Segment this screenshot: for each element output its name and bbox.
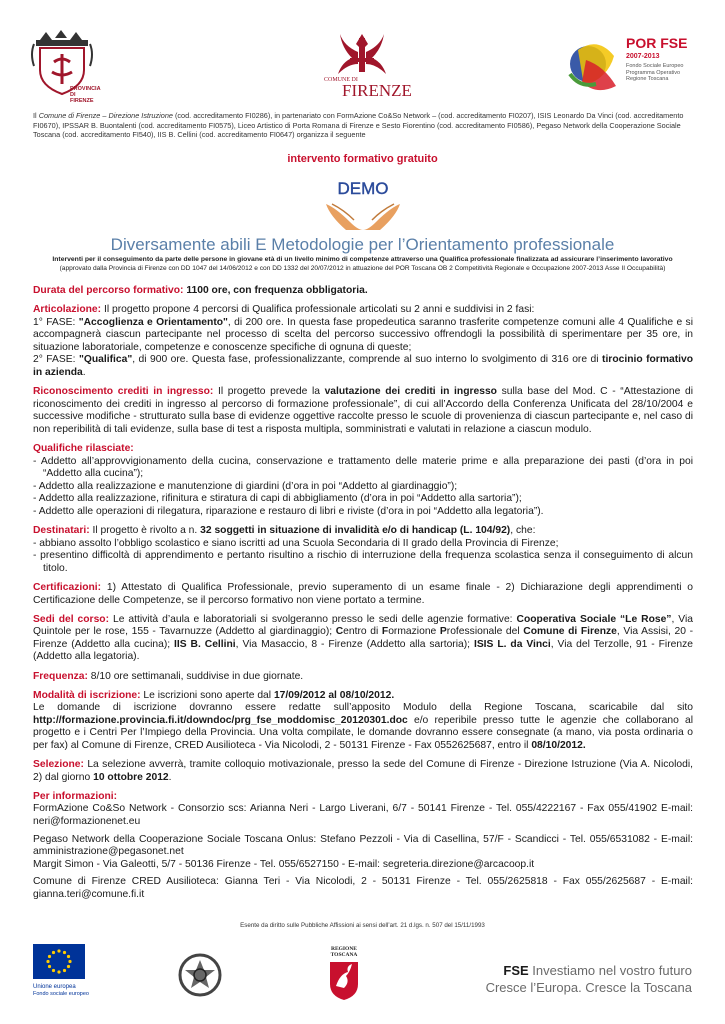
highlight: 32 soggetti in situazione di invalidità e/o di handicap (L. 104/92) <box>200 525 511 537</box>
intro-text <box>33 111 693 140</box>
text: entro di <box>343 626 382 638</box>
highlight: 08/10/2012. <box>531 740 586 751</box>
text: 8/10 ore settimanali, suddivise in due giornate. <box>87 670 304 682</box>
text: . <box>82 367 86 379</box>
italian-republic-emblem-icon <box>175 950 225 1000</box>
highlight: ISIS L. da Vinci <box>473 638 551 650</box>
comune-logo <box>322 34 412 104</box>
header <box>0 0 725 108</box>
text: Il progetto è rivolto a n. <box>89 525 201 537</box>
section-label: Per informazioni: <box>33 790 118 802</box>
slogan-line2: Cresce l’Europa. Cresce la Toscana <box>485 980 692 995</box>
intro-part: (cod. accreditamento FI0286), in partenariato con FormAzione Co&So Network – (cod. accreditamento FI0207), ISIS Leonardo Da Vinci (cod. accreditamento FI0670), IPSSAR B. Buontalenti (cod. accreditamento FI0575), Liceo Artistico di Porta Romana di Firenze e Sesto Fiorentino (cod. accreditamento FI0586), Pegaso Network della Cooperazione Sociale Toscana (cod. accreditamento FI540), IIS B. Cellini (cod. accreditamento FI0647) organizza il seguente <box>33 111 684 140</box>
fse-slogan <box>486 962 692 996</box>
section-label: Modalità di iscrizione: <box>33 689 141 701</box>
section-label: Sedi del corso: <box>33 613 110 625</box>
footer-note: Esente da diritto sulle Pubbliche Affissioni ai sensi dell’art. 21 d.lgs. n. 507 del 15/11/1993 <box>240 922 485 929</box>
text: 1° FASE: <box>33 316 79 328</box>
footer <box>0 938 725 1024</box>
contact-item: Margit Simon - Via Galeotti, 5/7 - 50136 Firenze - Tel. 055/6527150 - E-mail: segreteria.direzione@arcacoop.it <box>33 858 535 870</box>
por-fse-logo <box>566 30 696 104</box>
text: Le iscrizioni sono aperte dal <box>140 689 274 701</box>
intro-organizer: Comune di Firenze – Direzione Istruzione <box>38 111 173 120</box>
text: Il progetto propone 4 percorsi di Qualifica professionale articolati su 2 anni e suddivisi in 2 fasi: <box>101 304 535 316</box>
course-subtitle: intervento formativo gratuito <box>287 153 438 165</box>
text: sulla base del Mod. C - “Attestazione di riconoscimento dei crediti in ingresso al percorso di formazione professionale”, di cui all’Accordo della Conferenza Unificata del 28/10/2004 e successive modifiche - strutturato sulla base di evidenze oggettive raccolte presso le scuole di provenienza di ciascun partecipante e, nel caso di non reperibilità di tali evidenze, sulla base di test a risposta multipla, somministrati e valutati in relazione a ciascun modulo. <box>33 386 693 435</box>
text: La selezione avverrà, tramite colloquio motivazionale, presso la sede del Comune di Firenze - Direzione Istruzione (Via A. Nicolodi, 2) dal giorno <box>33 759 693 783</box>
section-label: Riconoscimento crediti in ingresso: <box>33 386 214 398</box>
por-fse-title: POR FSE <box>626 35 688 51</box>
eu-label: Unione europea <box>33 984 76 990</box>
highlight: Cooperativa Sociale “Le Rose” <box>516 613 672 625</box>
section-destinatari <box>33 525 693 575</box>
demo-label: DEMO <box>337 179 389 198</box>
slogan-line1: Investiamo nel vostro futuro <box>528 963 692 978</box>
section-sedi <box>33 614 693 664</box>
section-label: Qualifiche rilasciate: <box>33 443 134 455</box>
section-label: Destinatari: <box>33 525 90 537</box>
contact-item: FormAzione Co&So Network - Consorzio scs: Arianna Neri - Largo Liverani, 6/7 - 50141 Firenze - Tel. 055/4222167 - Fax 055/41902 E-mail: neri@formazionenet.eu <box>33 803 693 827</box>
comune-label-big: FIRENZE <box>342 81 412 100</box>
list-item: - Addetto alle operazioni di rilegatura, riparazione e restauro di libri e riviste (d’ora in poi “Addetto alla legatoria”). <box>33 506 544 517</box>
phase-name: "Accoglienza e Orientamento" <box>78 316 228 328</box>
durata-value: 1100 ore, con frequenza obbligatoria. <box>183 285 368 296</box>
highlight: Comune di Firenze <box>523 626 617 638</box>
text: ormazione <box>388 626 440 638</box>
section-modalita <box>33 690 693 753</box>
highlight: valutazione dei crediti in ingresso <box>324 386 497 398</box>
slogan-fse: FSE <box>503 963 529 978</box>
section-frequenza <box>33 671 693 684</box>
text: 1) Attestato di Qualifica Professionale, previo superamento di un esame finale - 2) Dichiarazione degli apprendimenti o Certificazione delle Competenze, se il percorso formativo non viene portato a termine. <box>33 581 693 606</box>
intro-part: Il <box>33 111 39 120</box>
course-details <box>33 285 693 908</box>
highlight: IIS B. Cellini <box>174 638 236 650</box>
approval-note: (approvato dalla Provincia di Firenze con DD 1047 del 14/06/2012 e con DD 1332 del 20/07/2012 in attuazione del POR Toscana OB 2 Competitività Regionale e Occupazione 2007-2013 Asse II Occupabilità) <box>59 265 666 272</box>
giglio-icon <box>322 34 402 78</box>
contact-item: Comune di Firenze CRED Ausilioteca: Gianna Teri - Via Nicolodi, 2 - 50131 Firenze - Tel. 055/2625818 - Fax 055/2625687 - E-mail: gianna.teri@comune.fi.it <box>33 876 693 900</box>
por-fse-graphic-icon <box>566 30 626 104</box>
provincia-logo <box>30 28 100 104</box>
section-articolazione <box>33 304 693 380</box>
eu-flag-icon <box>33 944 85 979</box>
regione-toscana-logo <box>324 946 364 1002</box>
text: , Via Assisi, 20 - Firenze (Addetto alla cucina); <box>33 626 693 650</box>
por-fse-years: 2007-2013 <box>626 53 660 60</box>
section-qualifiche <box>33 443 693 519</box>
demo-logo <box>318 174 408 232</box>
list-item: - Addetto all’approvvigionamento della cucina, conservazione e trattamento delle materie prime e alla preparazione dei pasti (d’ora in poi “Addetto alla cucina”); <box>33 455 693 480</box>
text: , che: <box>510 525 536 537</box>
section-riconoscimento <box>33 386 693 436</box>
highlight: F <box>381 626 389 638</box>
text: , Via Quintole per le rose, 155 - Tavarnuzze (Addetto al giardinaggio); <box>33 613 693 638</box>
eu-fund-label: Fondo sociale europeo <box>33 991 89 997</box>
regione-label: REGIONE TOSCANA <box>330 946 358 958</box>
highlight: 17/09/2012 al 08/10/2012. <box>273 689 395 701</box>
page-title: Diversamente abili E Metodologie per l’Orientamento professionale <box>110 235 615 254</box>
list-item: - abbiano assolto l’obbligo scolastico e siano iscritti ad una Scuola Secondaria di II grado della Provincia di Firenze; <box>33 537 559 549</box>
hands-icon <box>318 174 408 232</box>
text: Le domande di iscrizione dovranno essere redatte sull’apposito Modulo della Regione Toscana, scaricabile dal sito <box>33 702 693 714</box>
text: , di 900 ore. Questa fase, professionalizzante, comprende al suo interno lo svolgimento di 316 ore di <box>132 354 603 366</box>
text: e/o reperibile presso tutte le agenzie che collaborano al progetto e i Centri Per l’Impiego della Provincia. Una volta compilate, le domande dovranno essere consegnate (a mano, via posta ordinaria o per fax) al Comune di Firenze, CRED Ausilioteca - Via Nicolodi, 2 - 50131 Firenze - Fax 0552625687, entro il <box>33 714 693 751</box>
comune-label-small: COMUNE DI <box>324 77 358 83</box>
highlight: 10 ottobre 2012 <box>93 771 169 783</box>
text: Le attività d’aula e laboratoriali si svolgeranno presso le sedi delle agenzie formative: <box>109 613 517 625</box>
highlight: P <box>439 626 447 638</box>
por-fse-subtitle: Fondo Sociale Europeo Programma Operativo Regione Toscana <box>626 63 684 82</box>
text: 2° FASE: <box>33 354 79 366</box>
phase-name: "Qualifica" <box>78 354 133 366</box>
list-item: - presentino difficoltà di apprendimento e pertanto risultino a rischio di interruzione della frequenza scolastica senza il conseguimento di alcun titolo. <box>33 550 693 574</box>
list-item: - Addetto alla realizzazione, rifinitura e stiratura di capi di abbigliamento (d’ora in poi “Addetto alla sartoria”); <box>33 493 522 505</box>
section-label: Articolazione: <box>33 304 102 316</box>
text: Il progetto prevede la <box>213 386 325 398</box>
eu-logo <box>33 944 93 1014</box>
text: rofessionale del <box>446 626 524 638</box>
section-label: Selezione: <box>33 759 84 771</box>
highlight: tirocinio formativo in azienda <box>33 354 694 379</box>
section-selezione <box>33 759 693 784</box>
highlight: C <box>335 626 344 638</box>
contact-item: Pegaso Network della Cooperazione Sociale Toscana Onlus: Stefano Pezzoli - Via di Casellina, 57/F - Scandicci - Tel. 055/6531082 - E-mail: amministrazione@pegasonet.net <box>33 833 693 858</box>
download-link[interactable]: http://formazione.provincia.fi.it/downdoc/prg_fse_moddomisc_20120301.doc <box>33 714 408 726</box>
list-item: - Addetto alla realizzazione e manutenzione di giardini (d’ora in poi “Addetto al giardinaggio”); <box>33 480 458 492</box>
text: , Via Masaccio, 8 - Firenze (Addetto alla sartoria); <box>235 638 474 650</box>
section-informazioni <box>33 791 693 902</box>
section-certificazioni <box>33 582 693 607</box>
section-label: Frequenza: <box>33 670 88 682</box>
provincia-name: PROVINCIA DI FIRENZE <box>70 86 101 104</box>
section-label: Certificazioni: <box>33 581 102 593</box>
text: , Via del Terzolle, 91 - Firenze (Addetto alla legatoria). <box>33 638 693 663</box>
section-durata <box>33 285 693 298</box>
text: , di 200 ore. In questa fase propedeutica saranno trasferite competenze comuni alle 4 Qualifiche e si accompagnerà ciascun partecipante nel processo di scelta del percorso successivo offrendogli la possibilità di sperimentare per 35 ore, in situazione laboratoriale, competenze e conoscenze specifiche di ognuna di queste; <box>33 316 693 353</box>
title-description: Interventi per il conseguimento da parte delle persone in giovane età di un livello minimo di competenze attraverso una Qualifica professionale finalizzata ad assicurare l’inserimento lavorativo <box>52 256 673 263</box>
text: . <box>168 771 172 783</box>
section-label: Durata del percorso formativo: <box>33 285 184 296</box>
